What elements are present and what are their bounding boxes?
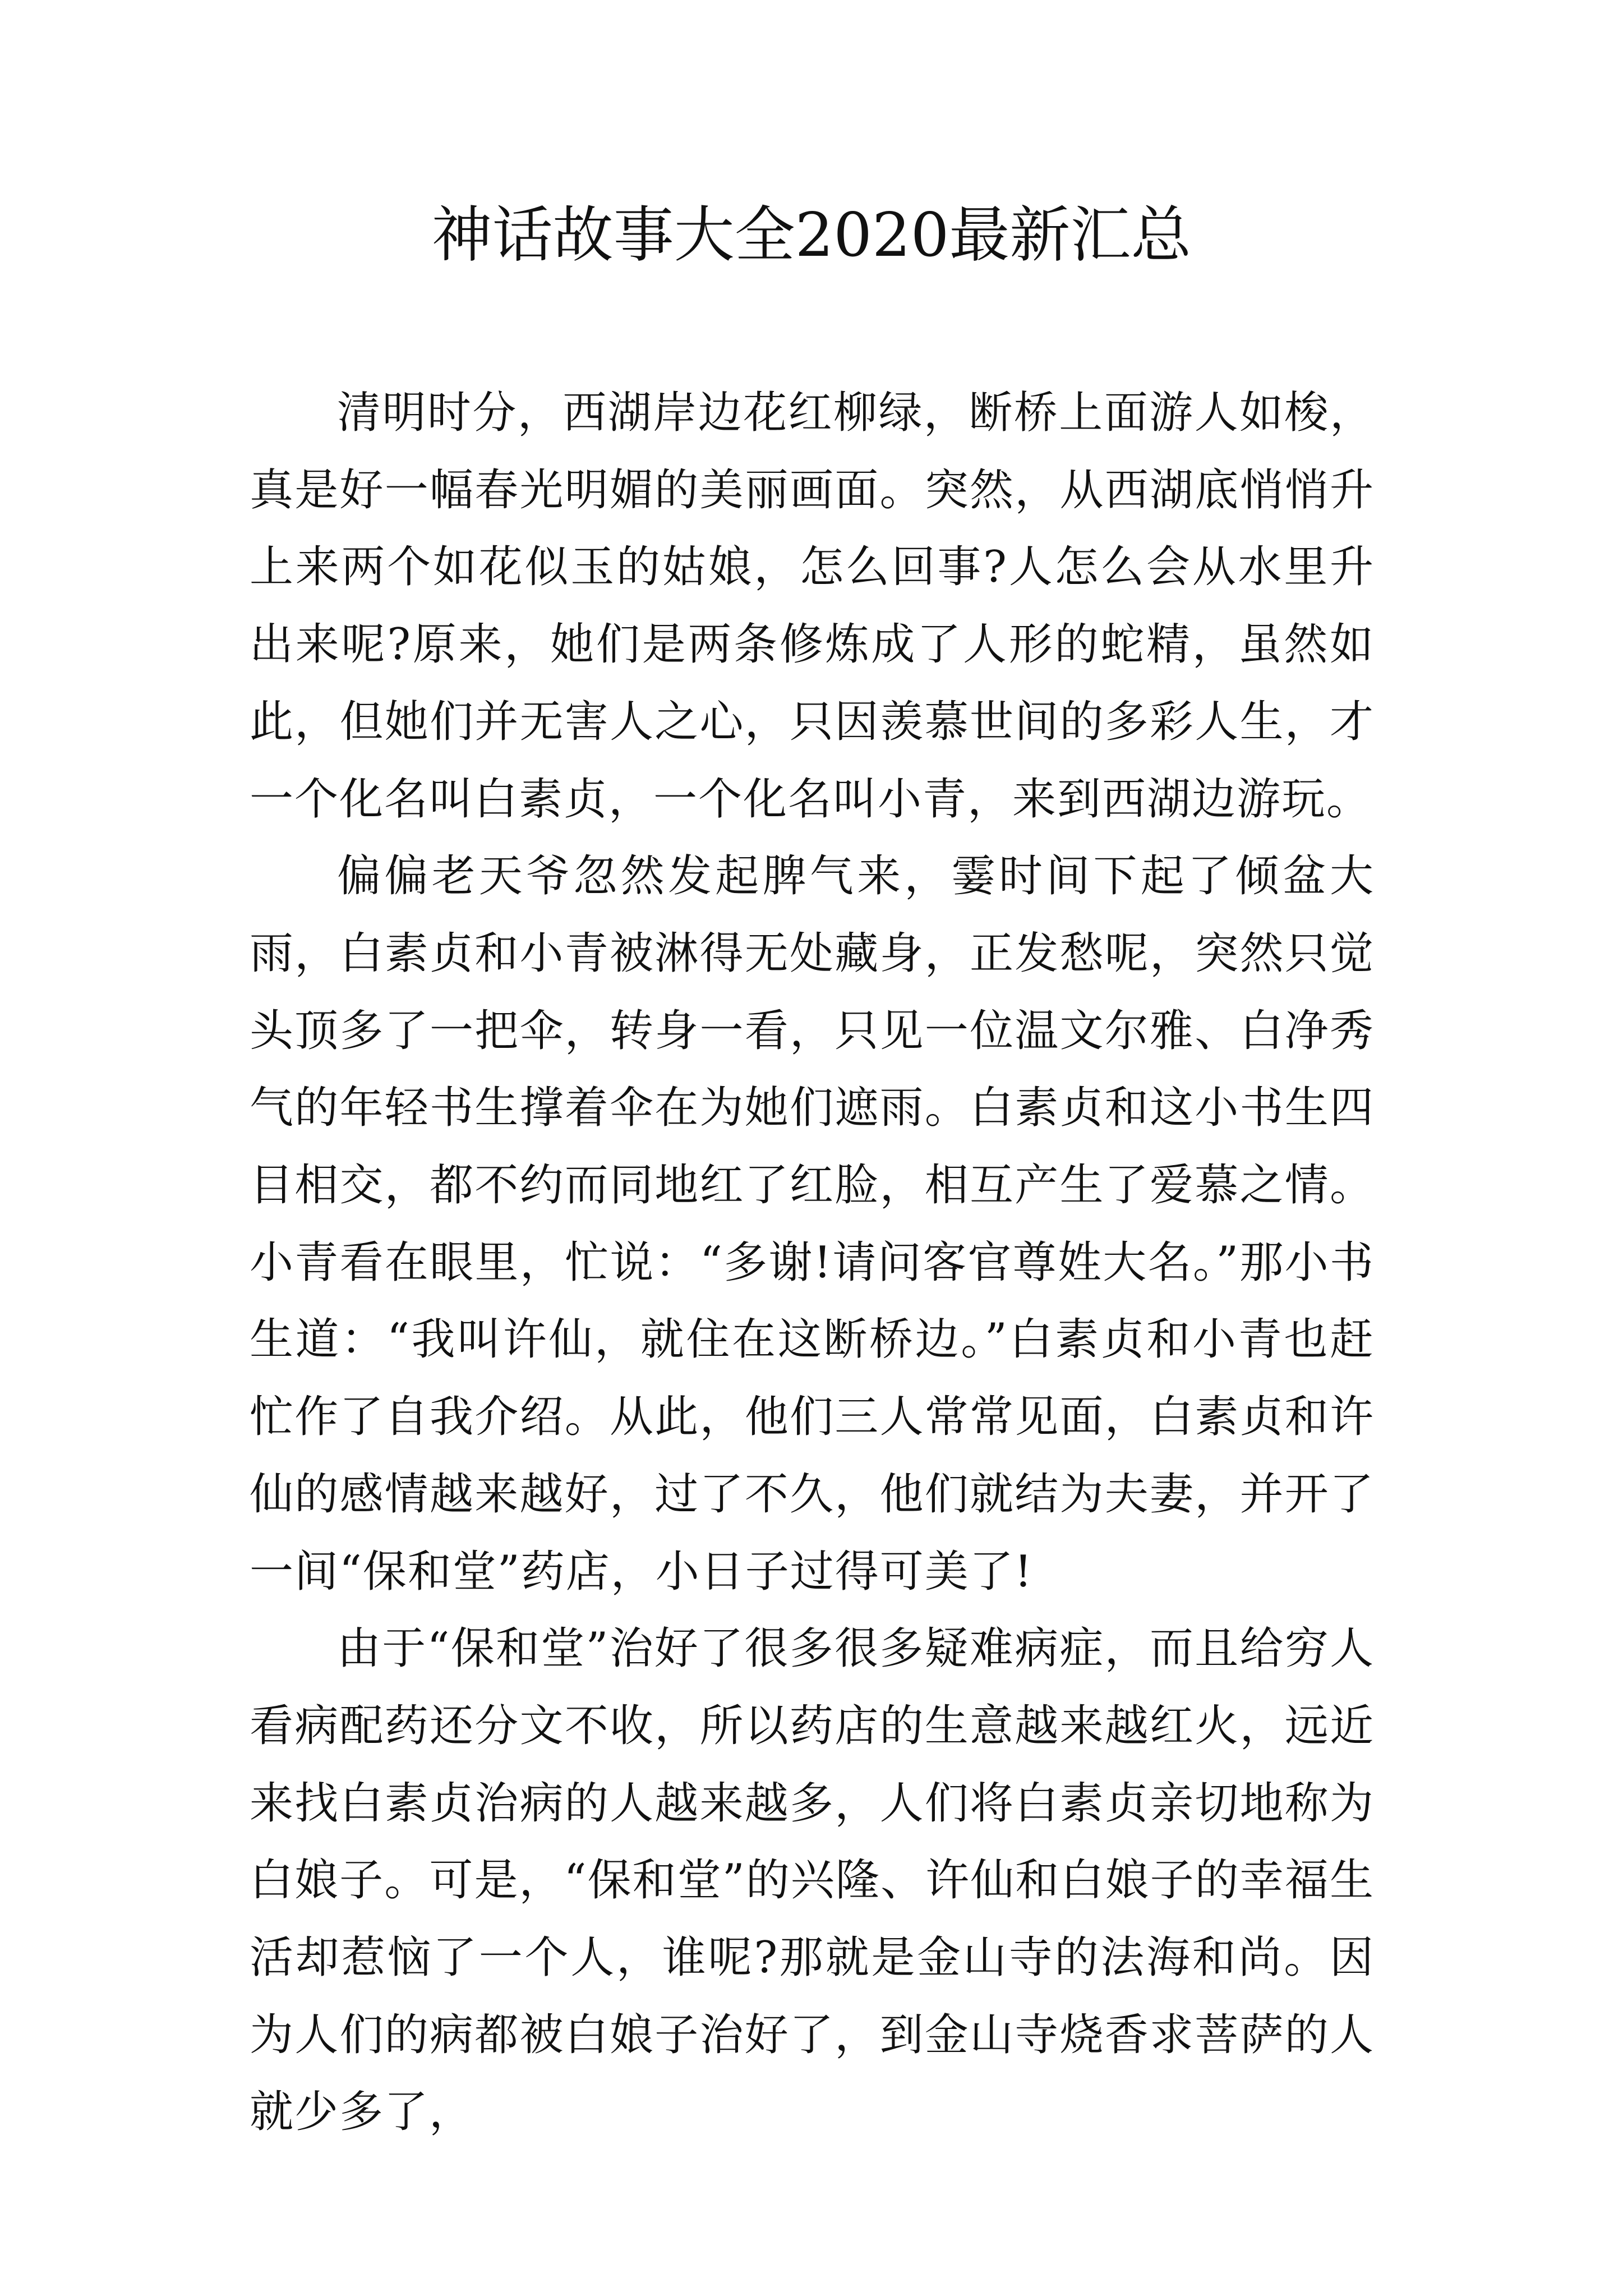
document-title: 神话故事大全2020最新汇总	[431, 200, 1192, 270]
document-body	[250, 375, 1375, 2151]
paragraph: 清明时分，西湖岸边花红柳绿，断桥上面游人如梭，真是好一幅春光明媚的美丽画面。突然，从西湖底悄悄升上来两个如花似玉的姑娘，怎么回事?人怎么会从水里升出来呢?原来，她们是两条修炼成了人形的蛇精，虽然如此，但她们并无害人之心，只因羡慕世间的多彩人生，才一个化名叫白素贞，一个化名叫小青，来到西湖边游玩。	[250, 388, 1375, 825]
paragraph: 偏偏老天爷忽然发起脾气来，霎时间下起了倾盆大雨，白素贞和小青被淋得无处藏身，正发愁呢，突然只觉头顶多了一把伞，转身一看，只见一位温文尔雅、白净秀气的年轻书生撑着伞在为她们遮雨。白素贞和这小书生四目相交，都不约而同地红了红脸，相互产生了爱慕之情。小青看在眼里，忙说：“多谢!请问客官尊姓大名。”那小书生道：“我叫许仙，就住在这断桥边。”白素贞和小青也赶忙作了自我介绍。从此，他们三人常常见面，白素贞和许仙的感情越来越好，过了不久，他们就结为夫妻，并开了一间“保和堂”药店，小日子过得可美了!	[250, 851, 1375, 1597]
paragraph: 由于“保和堂”治好了很多很多疑难病症，而且给穷人看病配药还分文不收，所以药店的生意越来越红火，远近来找白素贞治病的人越来越多，人们将白素贞亲切地称为白娘子。可是，“保和堂”的兴隆、许仙和白娘子的幸福生活却惹恼了一个人，谁呢?那就是金山寺的法海和尚。因为人们的病都被白娘子治好了，到金山寺烧香求菩萨的人就少多了，	[250, 1623, 1375, 2138]
